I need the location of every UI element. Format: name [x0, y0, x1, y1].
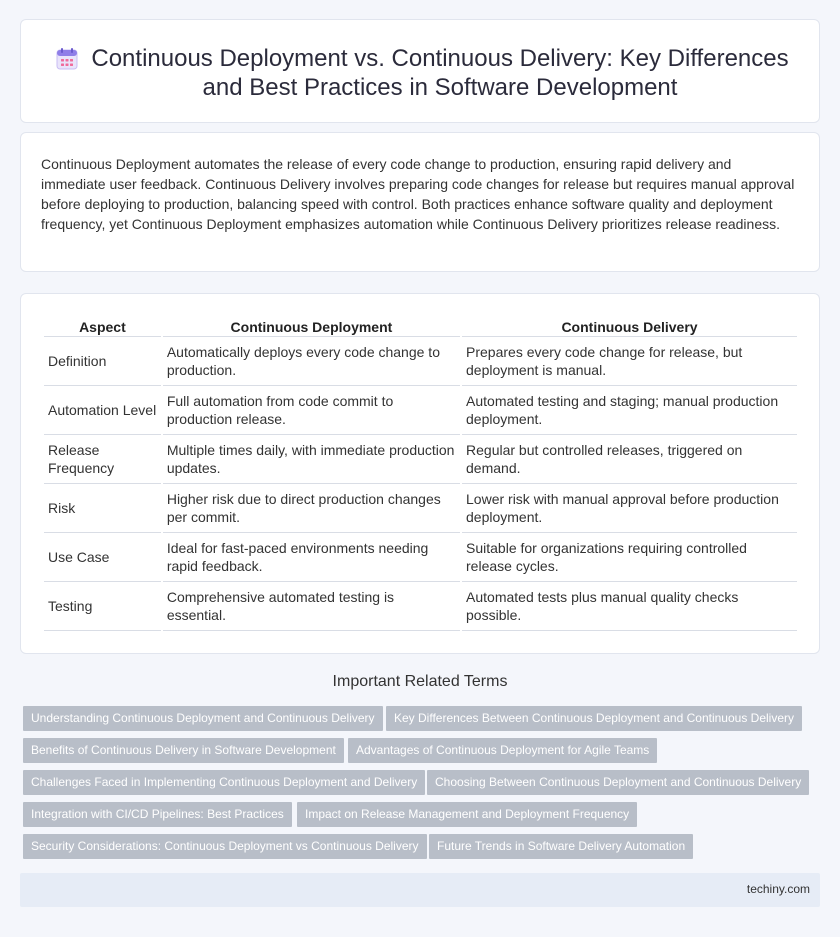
related-tag[interactable]: Impact on Release Management and Deployment Frequency: [297, 802, 637, 827]
cell-deployment: Higher risk due to direct production changes per commit.: [163, 484, 460, 533]
related-terms-heading: Important Related Terms: [332, 673, 508, 690]
cell-aspect: Release Frequency: [44, 435, 161, 484]
cell-deployment: Ideal for fast-paced environments needing rapid feedback.: [163, 533, 460, 582]
cell-delivery: Automated tests plus manual quality checks possible.: [462, 582, 797, 631]
cell-delivery: Automated testing and staging; manual production deployment.: [462, 386, 797, 435]
cell-deployment: Comprehensive automated testing is essential.: [163, 582, 460, 631]
table-row: [44, 337, 797, 386]
cell-delivery: Lower risk with manual approval before production deployment.: [462, 484, 797, 533]
related-tag[interactable]: Challenges Faced in Implementing Continuous Deployment and Delivery: [23, 770, 425, 795]
footer-brand: techiny.com: [746, 882, 810, 896]
intro-paragraph: Continuous Deployment automates the release of every code change to production, ensuring rapid delivery and immediate user feedback. Continuous Delivery involves preparing code changes for release but requires manual approval before deploying to production, balancing speed with control. Both practices enhance software quality and deployment frequency, yet Continuous Deployment emphasizes automation while Continuous Delivery prioritizes release readiness.: [41, 156, 795, 232]
footer: [20, 873, 820, 907]
cell-delivery: Suitable for organizations requiring controlled release cycles.: [462, 533, 797, 582]
comparison-table: [42, 315, 799, 631]
cell-aspect: Testing: [44, 582, 161, 631]
header-continuous-deployment: Continuous Deployment: [163, 315, 460, 337]
cell-deployment: Automatically deploys every code change to production.: [163, 337, 460, 386]
related-tag[interactable]: Key Differences Between Continuous Deployment and Continuous Delivery: [386, 706, 802, 731]
cell-aspect: Use Case: [44, 533, 161, 582]
table-row: [44, 435, 797, 484]
related-tag[interactable]: Benefits of Continuous Delivery in Software Development: [23, 738, 344, 763]
related-tag[interactable]: Advantages of Continuous Deployment for Agile Teams: [348, 738, 657, 763]
cell-aspect: Automation Level: [44, 386, 161, 435]
table-header-row: [44, 315, 797, 337]
cell-deployment: Multiple times daily, with immediate production updates.: [163, 435, 460, 484]
intro-card: [20, 132, 820, 272]
table-row: [44, 484, 797, 533]
related-tag[interactable]: Future Trends in Software Delivery Automation: [429, 834, 693, 859]
header-aspect: Aspect: [44, 315, 161, 337]
cell-aspect: Risk: [44, 484, 161, 533]
related-tag[interactable]: Choosing Between Continuous Deployment and Continuous Delivery: [427, 770, 809, 795]
cell-aspect: Definition: [44, 337, 161, 386]
related-tag[interactable]: Integration with CI/CD Pipelines: Best Practices: [23, 802, 292, 827]
comparison-card: [20, 293, 820, 654]
page-title: Continuous Deployment vs. Continuous Delivery: Key Differences and Best Practices in Software Development: [91, 45, 789, 101]
table-row: [44, 533, 797, 582]
title-card: [20, 19, 820, 123]
cell-delivery: Prepares every code change for release, but deployment is manual.: [462, 337, 797, 386]
related-tag[interactable]: Understanding Continuous Deployment and Continuous Delivery: [23, 706, 383, 731]
related-tag[interactable]: Security Considerations: Continuous Deployment vs Continuous Delivery: [23, 834, 427, 859]
cell-deployment: Full automation from code commit to production release.: [163, 386, 460, 435]
table-row: [44, 386, 797, 435]
header-continuous-delivery: Continuous Delivery: [462, 315, 797, 337]
cell-delivery: Regular but controlled releases, triggered on demand.: [462, 435, 797, 484]
calendar-icon: [56, 47, 78, 71]
table-row: [44, 582, 797, 631]
